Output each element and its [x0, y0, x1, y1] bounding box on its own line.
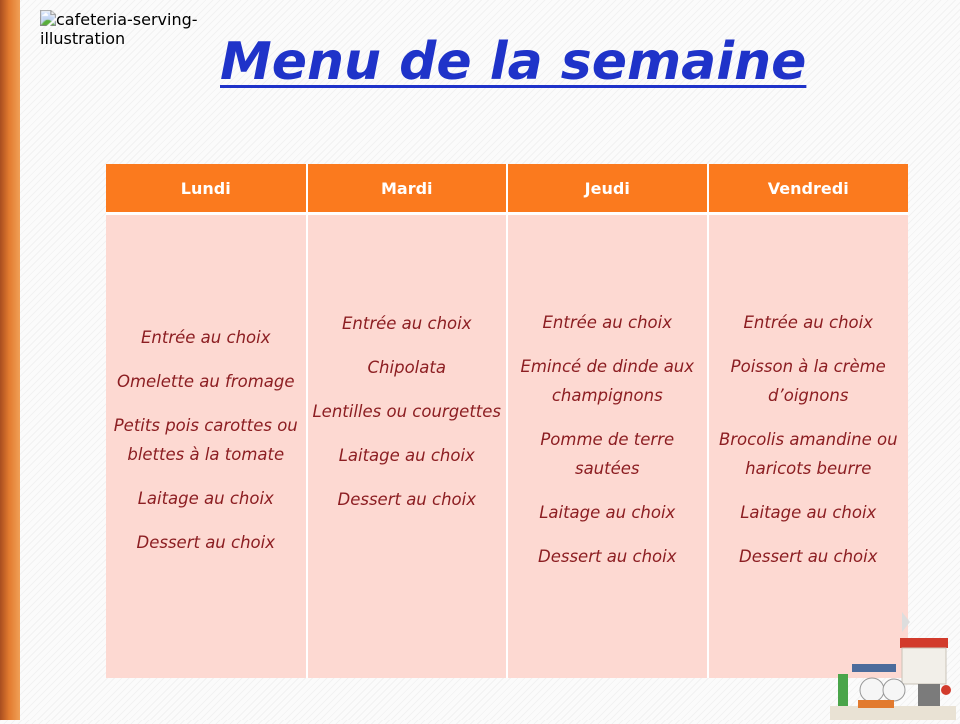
header-vendredi: Vendredi	[708, 164, 909, 214]
menu-list-mardi	[310, 309, 505, 514]
menu-list-vendredi	[711, 308, 907, 571]
list-item: Omelette au fromage	[116, 371, 295, 391]
table-row	[106, 214, 908, 679]
list-item: Emincé de dinde aux champignons	[520, 357, 695, 405]
header-lundi: Lundi	[106, 164, 307, 214]
page-title: Menu de la semaine	[220, 32, 807, 92]
table-header-row	[106, 164, 908, 214]
kitchen-cooks-illustration	[822, 604, 960, 720]
list-item: Petits pois carottes ou blettes à la tomate	[113, 415, 298, 464]
cafeteria-serving-illustration	[40, 10, 198, 165]
menu-list-lundi	[108, 323, 304, 557]
menu-list-jeudi	[510, 308, 705, 571]
header-jeudi: Jeudi	[507, 164, 708, 214]
menu-cell-mardi	[307, 214, 508, 679]
list-item: Dessert au choix	[538, 547, 677, 566]
list-item: Brocolis amandine ou haricots beurre	[718, 430, 898, 478]
list-item: Poisson à la crème d’oignons	[730, 357, 886, 405]
list-item: Laitage au choix	[338, 446, 475, 465]
list-item: Dessert au choix	[136, 532, 275, 552]
list-item: Dessert au choix	[739, 547, 878, 566]
list-item: Laitage au choix	[539, 503, 676, 522]
list-item: Pomme de terre sautées	[540, 430, 675, 478]
list-item: Laitage au choix	[137, 488, 274, 508]
list-item: Chipolata	[367, 358, 446, 377]
list-item: Entrée au choix	[542, 313, 672, 332]
kitchen-cooks-illustration-svg	[822, 604, 960, 720]
list-item: Entrée au choix	[141, 327, 271, 347]
list-item: Lentilles ou courgettes	[312, 402, 502, 421]
weekly-menu-table	[106, 164, 908, 678]
menu-cell-jeudi	[507, 214, 708, 679]
menu-cell-lundi	[106, 214, 307, 679]
header-mardi: Mardi	[307, 164, 508, 214]
list-item: Dessert au choix	[337, 490, 476, 509]
list-item: Entrée au choix	[743, 313, 873, 332]
list-item: Laitage au choix	[740, 503, 877, 522]
left-accent-bar	[0, 0, 20, 720]
list-item: Entrée au choix	[342, 314, 472, 333]
